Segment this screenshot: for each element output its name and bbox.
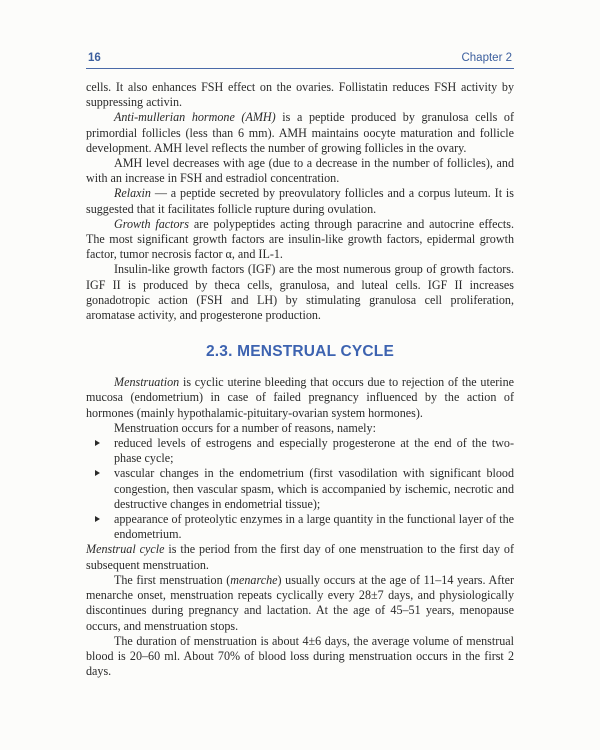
- page-number: 16: [88, 52, 101, 64]
- paragraph: The duration of menstruation is about 4±6 days, the average volume of menstrual blood is 20–60 ml. About 70% of blood loss during menstruation occurs in the first 2 days.: [86, 633, 514, 679]
- paragraph: Menstrual cycle is the period from the first day of one menstruation to the first day of subsequent menstruation.: [86, 542, 514, 572]
- paragraph: Insulin-like growth factors (IGF) are the most numerous group of growth factors. IGF II is produced by theca cells, granulosa, and luteal cells. IGF II increases gonadotropic action (FSH and LH) by stimulating granulosa cell proliferation, aromatase activity, and progesterone production.: [86, 262, 514, 323]
- bullet-list: [86, 436, 514, 542]
- paragraph: Anti-mullerian hormone (AMH) is a peptide produced by granulosa cells of primordial follicles (less than 6 mm). AMH maintains oocyte maturation and follicle development. AMH level reflects the number of growing follicles in the ovary.: [86, 110, 514, 155]
- term: Growth factors: [114, 216, 189, 231]
- term: Menstrual cycle: [86, 542, 165, 557]
- paragraph: Relaxin — a peptide secreted by preovulatory follicles and a corpus luteum. It is suggested that it facilitates follicle rupture during ovulation.: [86, 186, 514, 216]
- list-item: appearance of proteolytic enzymes in a large quantity in the functional layer of the endometrium.: [94, 512, 514, 542]
- running-header: [86, 52, 514, 69]
- page-body: [86, 80, 514, 679]
- term: Menstruation: [114, 375, 180, 390]
- paragraph: cells. It also enhances FSH effect on the ovaries. Follistatin reduces FSH activity by suppressing activin.: [86, 80, 514, 110]
- term: Relaxin: [114, 186, 151, 201]
- list-item: vascular changes in the endometrium (first vasodilation with significant blood congestion, then vascular spasm, which is accompanied by ischemic, necrotic and destructive changes in endometrial tissue);: [94, 466, 514, 512]
- list-item: reduced levels of estrogens and especially progesterone at the end of the two-phase cycle;: [94, 436, 514, 466]
- paragraph: Menstruation is cyclic uterine bleeding that occurs due to rejection of the uterine mucosa (endometrium) in case of failed pregnancy influenced by the action of hormones (mainly hypothalamic-pituitary-ovarian system hormones).: [86, 375, 514, 420]
- chapter-label: Chapter 2: [461, 52, 512, 64]
- paragraph: The first menstruation (menarche) usually occurs at the age of 11–14 years. After menarche onset, menstruation repeats cyclically every 28±7 days, and physiologically discontinues during pregnancy and lactation. At the age of 45–51 years, menopause occurs, and menstruation stops.: [86, 572, 514, 633]
- term: menarche: [230, 572, 278, 587]
- paragraph: Menstruation occurs for a number of reasons, namely:: [114, 420, 376, 435]
- triangle-bullet-icon: [95, 516, 100, 522]
- paragraph: Growth factors are polypeptides acting through paracrine and autocrine effects. The most significant growth factors are insulin-like growth factors, epidermal growth factor, tumor necrosis factor α, and IL-1.: [86, 216, 514, 262]
- section-heading: 2.3. MENSTRUAL CYCLE: [205, 343, 395, 361]
- triangle-bullet-icon: [95, 470, 100, 476]
- triangle-bullet-icon: [95, 440, 100, 446]
- paragraph: AMH level decreases with age (due to a decrease in the number of follicles), and with an increase in FSH and estradiol concentration.: [86, 156, 514, 186]
- term: Anti-mullerian hormone (AMH): [114, 110, 276, 125]
